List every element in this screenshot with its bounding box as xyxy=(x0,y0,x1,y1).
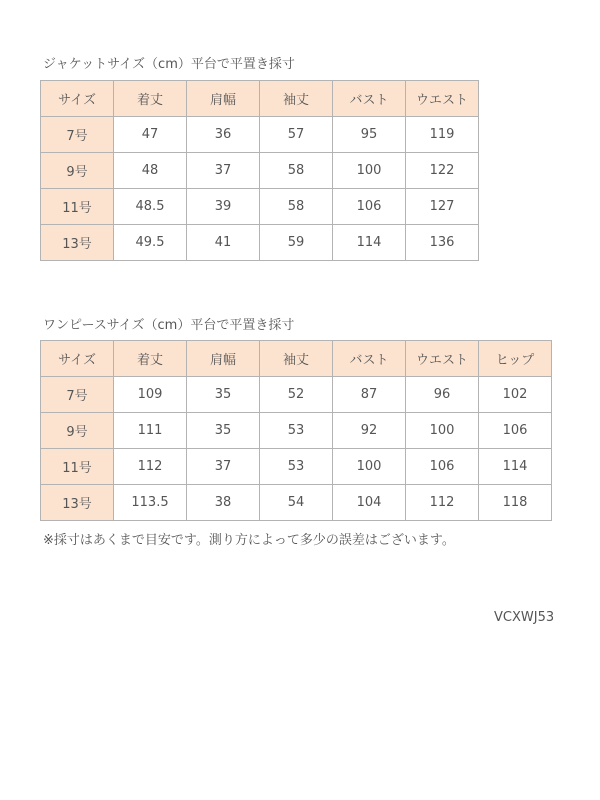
table-row xyxy=(41,117,479,153)
table-row xyxy=(41,189,479,225)
table-cell: 111 xyxy=(114,413,187,449)
table-cell: 122 xyxy=(406,153,479,189)
header-cell: サイズ xyxy=(41,81,114,117)
onepiece-size-table xyxy=(40,340,552,521)
header-cell: ウエスト xyxy=(406,341,479,377)
table-cell: 106 xyxy=(479,413,552,449)
table-cell: 87 xyxy=(333,377,406,413)
onepiece-size-caption: ワンピースサイズ（cm）平台で平置き採寸 xyxy=(43,318,295,333)
table-cell: 136 xyxy=(406,225,479,261)
size-label-cell: 11号 xyxy=(41,449,114,485)
size-label-cell: 9号 xyxy=(41,413,114,449)
table-cell: 47 xyxy=(114,117,187,153)
table-row xyxy=(41,225,479,261)
table-cell: 127 xyxy=(406,189,479,225)
size-label-cell: 13号 xyxy=(41,485,114,521)
table-row xyxy=(41,413,552,449)
header-cell: 着丈 xyxy=(114,341,187,377)
table-cell: 106 xyxy=(333,189,406,225)
header-cell: 肩幅 xyxy=(187,341,260,377)
size-label-cell: 7号 xyxy=(41,377,114,413)
table-cell: 37 xyxy=(187,449,260,485)
table-cell: 104 xyxy=(333,485,406,521)
table-cell: 100 xyxy=(333,449,406,485)
table-cell: 48 xyxy=(114,153,187,189)
table-cell: 100 xyxy=(406,413,479,449)
table-cell: 95 xyxy=(333,117,406,153)
table-cell: 114 xyxy=(333,225,406,261)
table-cell: 58 xyxy=(260,189,333,225)
header-cell: 袖丈 xyxy=(260,341,333,377)
table-cell: 54 xyxy=(260,485,333,521)
measurement-note: ※採寸はあくまで目安です。測り方によって多少の誤差はございます。 xyxy=(43,533,455,548)
header-cell: 着丈 xyxy=(114,81,187,117)
table-cell: 35 xyxy=(187,413,260,449)
table-cell: 57 xyxy=(260,117,333,153)
table-cell: 59 xyxy=(260,225,333,261)
size-label-cell: 7号 xyxy=(41,117,114,153)
table-cell: 37 xyxy=(187,153,260,189)
header-cell: 袖丈 xyxy=(260,81,333,117)
header-cell: ウエスト xyxy=(406,81,479,117)
table-cell: 112 xyxy=(114,449,187,485)
table-cell: 38 xyxy=(187,485,260,521)
header-cell: バスト xyxy=(333,81,406,117)
table-cell: 52 xyxy=(260,377,333,413)
table-cell: 39 xyxy=(187,189,260,225)
table-cell: 48.5 xyxy=(114,189,187,225)
table-cell: 58 xyxy=(260,153,333,189)
product-code: VCXWJ53 xyxy=(494,610,555,625)
table-cell: 53 xyxy=(260,413,333,449)
table-cell: 109 xyxy=(114,377,187,413)
size-label-cell: 13号 xyxy=(41,225,114,261)
header-cell: バスト xyxy=(333,341,406,377)
size-label-cell: 11号 xyxy=(41,189,114,225)
table-cell: 49.5 xyxy=(114,225,187,261)
header-cell: サイズ xyxy=(41,341,114,377)
table-cell: 92 xyxy=(333,413,406,449)
header-cell: 肩幅 xyxy=(187,81,260,117)
table-cell: 114 xyxy=(479,449,552,485)
table-cell: 41 xyxy=(187,225,260,261)
table-cell: 106 xyxy=(406,449,479,485)
header-cell: ヒップ xyxy=(479,341,552,377)
table-cell: 102 xyxy=(479,377,552,413)
table-row xyxy=(41,449,552,485)
table-row xyxy=(41,485,552,521)
table-cell: 35 xyxy=(187,377,260,413)
table-row xyxy=(41,377,552,413)
table-cell: 112 xyxy=(406,485,479,521)
table-cell: 96 xyxy=(406,377,479,413)
table-cell: 100 xyxy=(333,153,406,189)
table-cell: 119 xyxy=(406,117,479,153)
table-row xyxy=(41,153,479,189)
table-cell: 53 xyxy=(260,449,333,485)
table-header-row xyxy=(41,81,479,117)
size-label-cell: 9号 xyxy=(41,153,114,189)
jacket-size-caption: ジャケットサイズ（cm）平台で平置き採寸 xyxy=(43,57,295,72)
jacket-size-table xyxy=(40,80,479,261)
table-cell: 118 xyxy=(479,485,552,521)
table-header-row xyxy=(41,341,552,377)
table-cell: 113.5 xyxy=(114,485,187,521)
table-cell: 36 xyxy=(187,117,260,153)
